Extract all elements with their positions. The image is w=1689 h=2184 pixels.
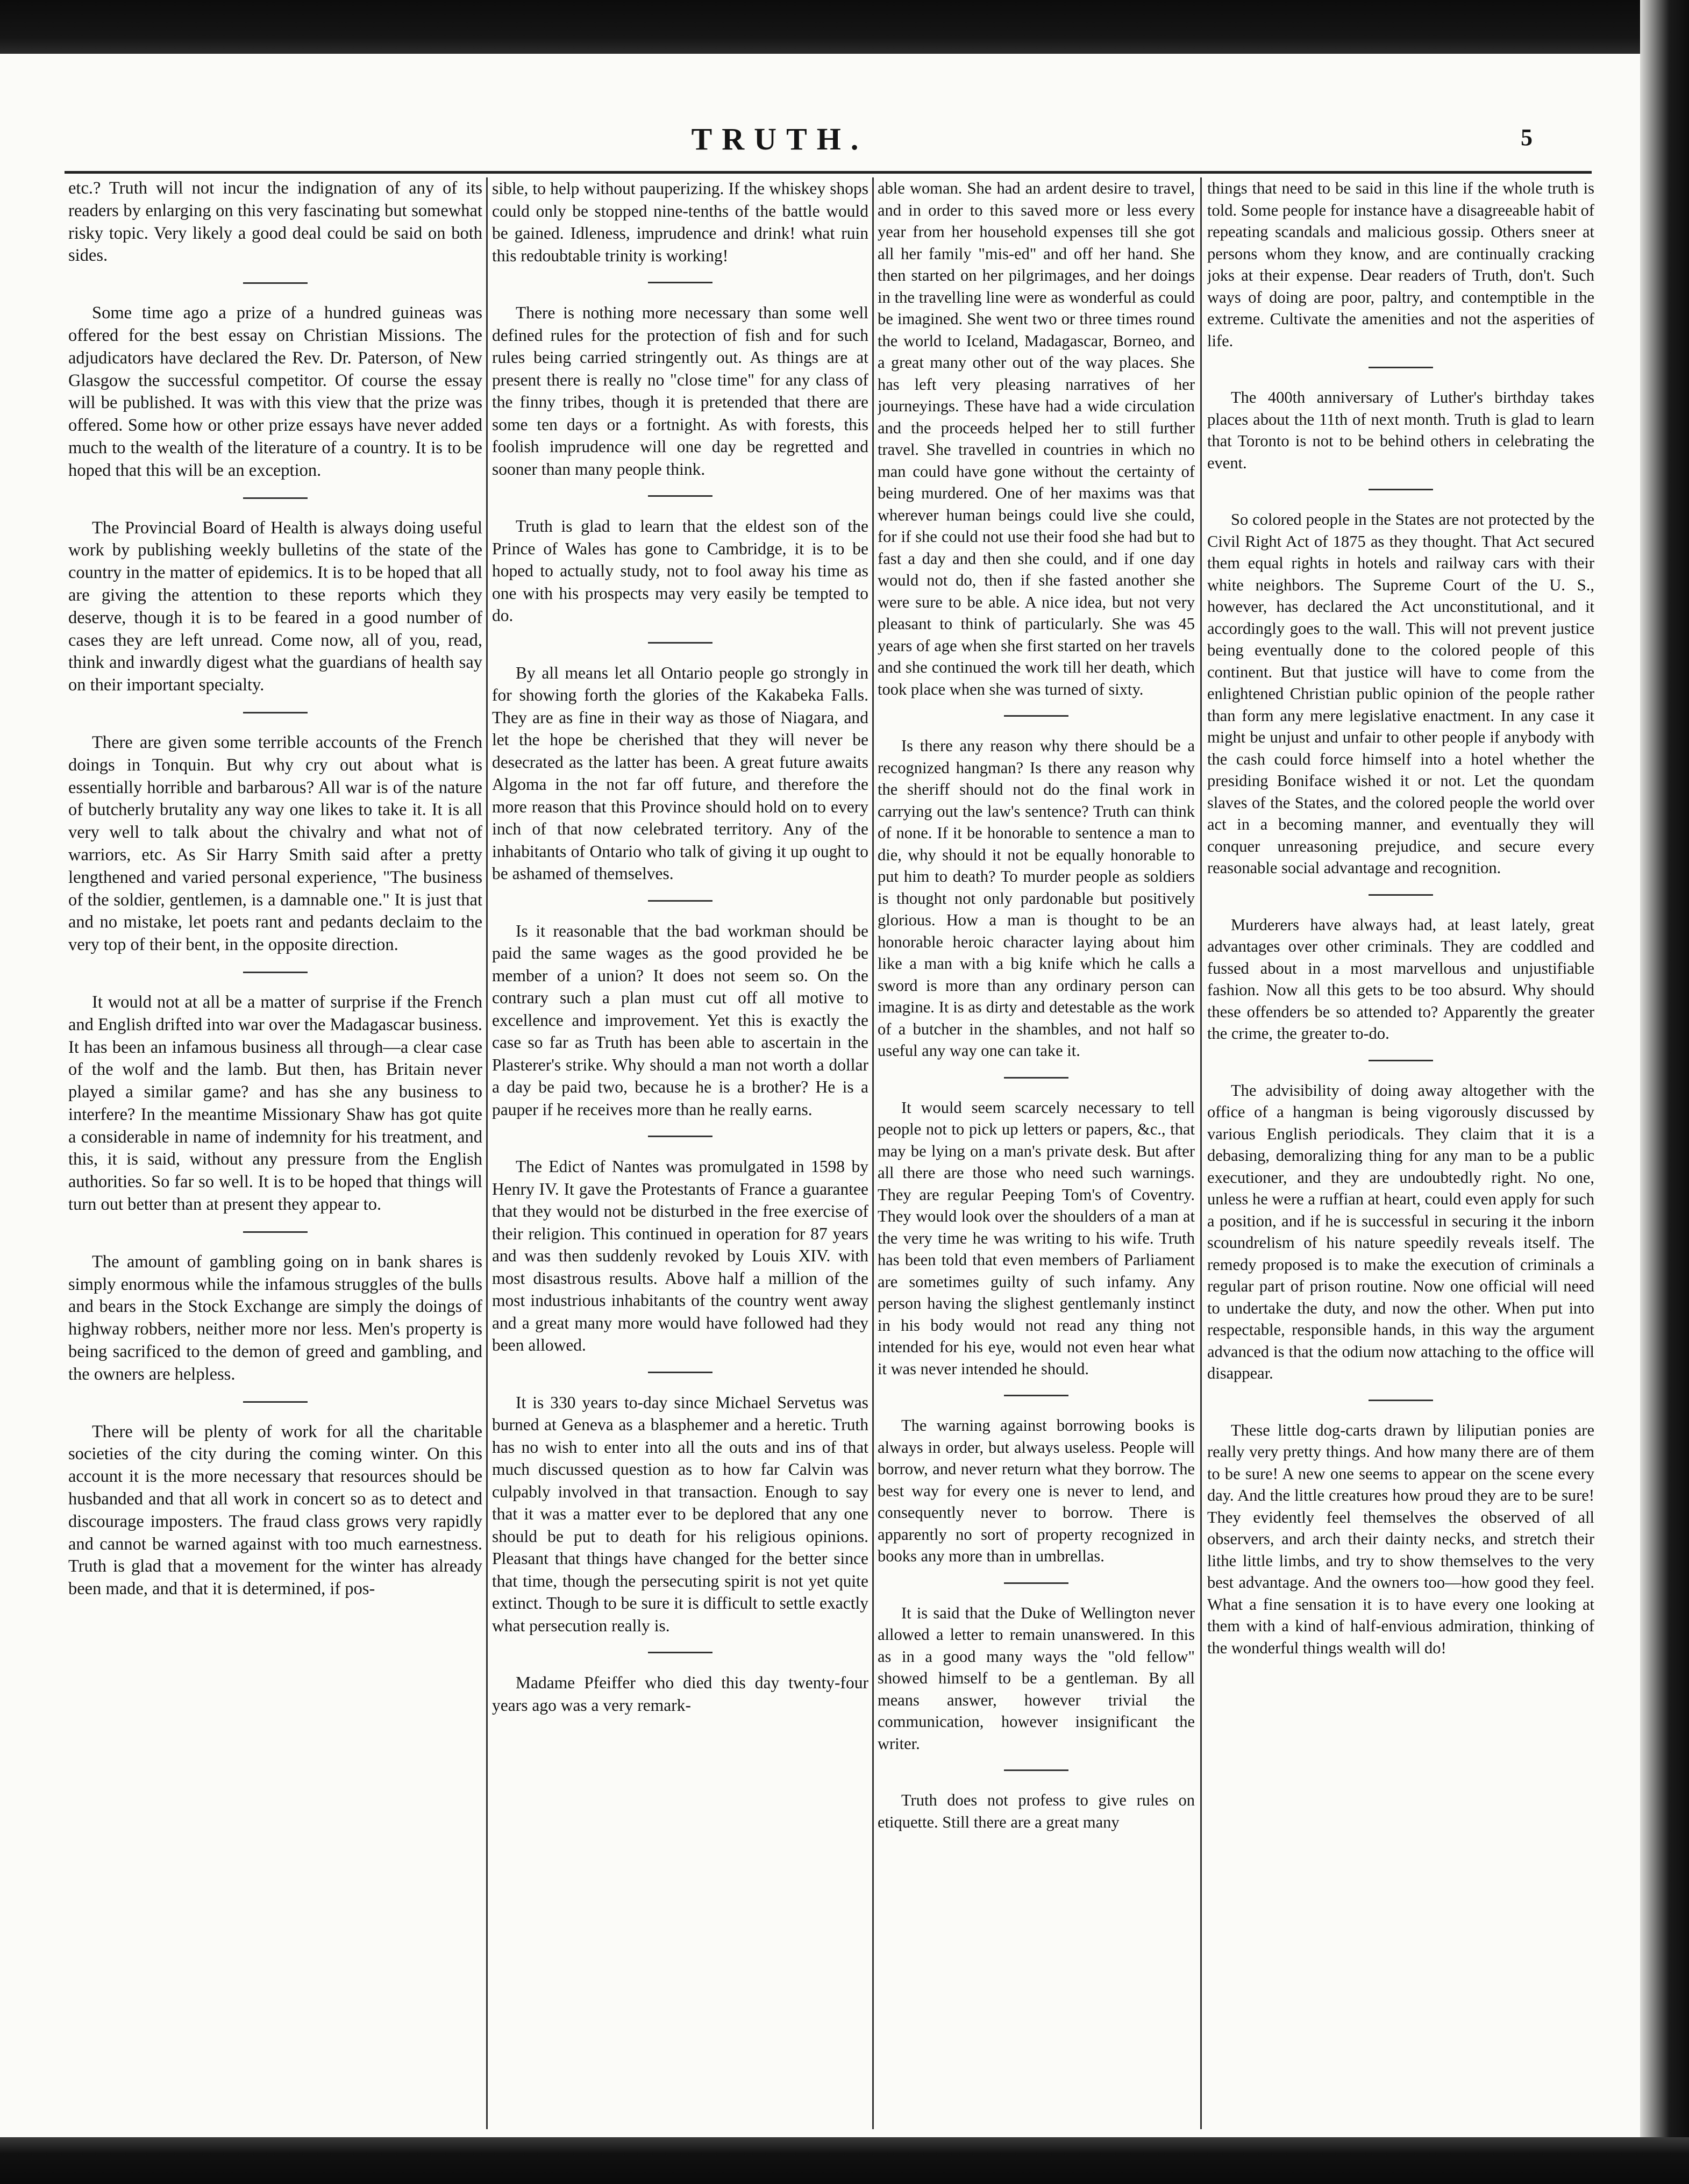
paragraph: These little dog-carts drawn by liliputian ponies are really very pretty things. And how many there are of them to be sure! A new one seems to appear on the scene every day. And the little creatures how proud they are to be sure! They evidently feel themselves the observed of all observers, and arch their dainty necks, and stretch their lithe little limbs, and try to show themselves to the very best advantage. And the owners too—how good they feel. What a fine sensation it is to have every one looking at them with a kind of half-envious admiration, thinking of the wonderful things wealth will do! [1207, 1421, 1594, 1657]
paragraph: It would not at all be a matter of surprise if the French and English drifted into war over the Madagascar business. It has been an infamous business all through—a clear case of the wolf and the lamb. But then, has Britain never played a similar game? and has she any business to interfere? In the meantime Missionary Shaw has got quite a considerable in name of indemnity for his treatment, and this, it is said, without any pressure from the English authorities. So far so well. It is to be hoped that things will turn out better than at present they appear to. [68, 992, 482, 1215]
column-divider [1200, 177, 1202, 2129]
separator-rule [243, 282, 308, 284]
scan-right-border [1640, 0, 1689, 2184]
paragraph: Truth does not profess to give rules on etiquette. Still there are a great many [878, 1791, 1195, 1831]
separator-rule [1369, 1060, 1433, 1061]
separator-rule [648, 1136, 712, 1137]
paragraph: Some time ago a prize of a hundred guineas was offered for the best essay on Christian Missions. The adjudicators have declared the Rev. Dr. Paterson, of New Glasgow the successful competitor. Of course the essay will be published. It was with this view that the prize was offered. Some how or other prize essays have never added much to the wealth of the literature of a country. It is to be hoped that this will be an exception. [68, 303, 482, 480]
paragraph: There is nothing more necessary than some well defined rules for the protection of fish and for such rules being carried stringently out. As things are at present there is really no "close time" for any class of the finny tribes, though it is pretended that there are some ten days or a fortnight. As with forests, this foolish imprudence will one day be regretted and sooner than many people think. [492, 303, 868, 479]
paragraph: It is 330 years to-day since Michael Servetus was burned at Geneva as a blasphemer and a heretic. Truth has no wish to enter into all the outs and ins of that much discussed question as to how far Calvin was culpably involved in that transaction. Enough to say that it was a matter ever to be deplored that any one should be put to death for his religious opinions. Pleasant that things have changed for the better since that time, though the persecuting spirit is not yet quite extinct. Though to be sure it is difficult to settle exactly what persecution really is. [492, 1393, 868, 1635]
separator-rule [648, 1372, 712, 1373]
scan-top-border [0, 0, 1689, 54]
column-2 [492, 177, 868, 2129]
separator-rule [1369, 367, 1433, 368]
paragraph: Truth is glad to learn that the eldest son of the Prince of Wales has gone to Cambridge, it is to be hoped to actually study, not to fool away his time as one with his prospects may very easily be tempted to do. [492, 517, 868, 625]
separator-rule [648, 282, 712, 283]
separator-rule [648, 642, 712, 644]
paragraph: By all means let all Ontario people go strongly in for showing forth the glories of the Kakabeka Falls. They are as fine in their way as those of Niagara, and let the hope be cherished that they will never be desecrated as the latter has been. A great future awaits Algoma in the not far off future, and therefore the more reason that this Province should hold on to every inch of that now celebrated territory. Any of the inhabitants of Ontario who talk of giving it up ought to be ashamed of themselves. [492, 663, 868, 883]
separator-rule [243, 1231, 308, 1233]
header-rule [65, 171, 1592, 174]
paragraph: etc.? Truth will not incur the indignation of any of its readers by enlarging on this very fascinating but somewhat risky topic. Very likely a good deal could be said on both sides. [68, 179, 482, 266]
separator-rule [1369, 894, 1433, 896]
paragraph: There will be plenty of work for all the charitable societies of the city during the coming winter. On this account it is the more necessary that resources should be husbanded and that all work in concert so as to detect and discourage imposters. The fraud class grows very rapidly and cannot be warned against with too much earnestness. Truth is glad that a movement for the winter has already been made, and that it is determined, if pos- [68, 1422, 482, 1599]
paragraph: Is there any reason why there should be a recognized hangman? Is there any reason why the sheriff should not do the final work in carrying out the law's sentence? Truth can think of none. If it be honorable to sentence a man to die, why should it not be equally honorable to put him to death? To murder people as soldiers is thought not only pardonable but positively glorious. How a man is thought to be an honorable heroic character laying about him like a man with a big knife which he calls a sword is more than any ordinary person can imagine. It is as dirty and detestable as the work of a butcher in the shambles, and not half so useful any way one can take it. [878, 737, 1195, 1060]
separator-rule [1004, 1077, 1068, 1079]
masthead-title: TRUTH. [691, 122, 868, 156]
paragraph: The advisibility of doing away altogether with the office of a hangman is being vigorously discussed by various English periodicals. They claim that it is a debasing, demoralizing thing for any man to be a public executioner, and they are undoubtedly right. No one, unless he were a ruffian at heart, could even apply for such a position, and if he is successful in securing it the inborn scoundrelism of his nature speedily reveals itself. The remedy proposed is to make the execution of criminals a regular part of prison routine. Now one official will need to undertake the duty, and now the other. When put into respectable, responsible hands, in this way the argument advanced is that the odium now attaching to the office will disappear. [1207, 1081, 1594, 1382]
paragraph: There are given some terrible accounts of the French doings in Tonquin. But why cry out about what is essentially horrible and barbarous? All war is of the nature of butcherly brutality any way one likes to take it. It is all very well to talk about the chivalry and what not of warriors, etc. As Sir Harry Smith said after a pretty lengthened and varied personal experience, "The business of the soldier, gentlemen, is a damnable one." It is just that and no mistake, let poets rant and pedants declaim to the very top of their bent, in the opposite direction. [68, 732, 482, 955]
scan-bottom-border [0, 2137, 1689, 2184]
column-divider [486, 177, 488, 2129]
column-divider [872, 177, 874, 2129]
paragraph: Is it reasonable that the bad workman should be paid the same wages as the good provided he be member of a union? It does not seem so. On the contrary such a plan must cut off all motive to excellence and improvement. Yet this is exactly the case so far as Truth has been able to ascertain in the Plasterer's strike. Why should a man not worth a dollar a day be paid two, because he is a brother? He is a pauper if he receives more than he really earns. [492, 921, 868, 1119]
paragraph: things that need to be said in this line if the whole truth is told. Some people for instance have a disagreeable habit of repeating scandals and malicious gossip. Others sneer at persons whom they know, and are continually cracking joks at their expense. Dear readers of Truth, don't. Such ways of doing are poor, paltry, and contemptible in the extreme. Cultivate the amenities and not the asperities of life. [1207, 179, 1594, 350]
separator-rule [243, 972, 308, 973]
separator-rule [243, 497, 308, 499]
separator-rule [648, 1652, 712, 1653]
separator-rule [648, 495, 712, 497]
separator-rule [1369, 489, 1433, 490]
separator-rule [1004, 1769, 1068, 1771]
separator-rule [1004, 1395, 1068, 1396]
paragraph: Murderers have always had, at least lately, great advantages over other criminals. They are coddled and fussed about in a most marvellous and unjustifiable fashion. Now all this gets to be too absurd. Why should these offenders be so attended to? Apparently the greater the crime, the greater to-do. [1207, 915, 1594, 1043]
paragraph: The 400th anniversary of Luther's birthday takes places about the 11th of next month. Truth is glad to learn that Toronto is not to be behind others in celebrating the event. [1207, 388, 1594, 472]
paragraph: So colored people in the States are not protected by the Civil Right Act of 1875 as they thought. That Act secured them equal rights in hotels and railway cars with their white neighbors. The Supreme Court of the U. S., however, has declared the Act unconstitutional, and it accordingly goes to the wall. This will not prevent justice being eventually done to the colored people of this continent. But that justice will have to come from the enlightened Christian public opinion of the people rather than form any mere legislative enactment. In any case it might be unjust and unfair to other people if anybody with the cash could force himself into a hotel whether the presiding Boniface wished it or not. Let the quondam slaves of the States, and the colored people the world over act in a becoming manner, and eventually they will conquer unreasoning prejudice, and secure every reasonable social advantage and recognition. [1207, 510, 1594, 877]
column-4 [1207, 177, 1594, 2129]
separator-rule [243, 1401, 308, 1403]
separator-rule [243, 712, 308, 713]
separator-rule [648, 900, 712, 902]
paragraph: It is said that the Duke of Wellington never allowed a letter to remain unanswered. In this as in a good many ways the "old fellow" showed himself to be a gentleman. By all means answer, however trivial the communication, however insignificant the writer. [878, 1603, 1195, 1753]
page-number: 5 [1521, 124, 1533, 151]
separator-rule [1004, 715, 1068, 717]
column-1 [68, 177, 482, 2129]
paragraph: able woman. She had an ardent desire to travel, and in order to this saved more or less every year from her household expenses till she got all her family "mis-ed" and off her hand. She then started on her pilgrimages, and her doings in the travelling line were as wonderful as could be imagined. She went two or three times round the world to Iceland, Madagascar, Borneo, and a great many other out of the way places. She has left very pleasing narratives of her journeyings. These have had a wide circulation and the proceeds helped her to still further travel. She travelled in countries in which no man could have gone without the certainty of being murdered. One of her maxims was that wherever human beings could live she could, for if she could not use their food she had but to fast a day and then she could, and if one day would not do, then if she fasted another she were sure to be able. A nice idea, but not very pleasant to think of particularly. She was 45 years of age when she first started on her travels and she continued the work till her death, which took place when she was turned of sixty. [878, 179, 1195, 698]
paragraph: The amount of gambling going on in bank shares is simply enormous while the infamous struggles of the bulls and bears in the Stock Exchange are simply the doings of highway robbers, neither more nor less. Men's property is being sacrificed to the demon of greed and gambling, and the owners are helpless. [68, 1252, 482, 1384]
paragraph: sible, to help without pauperizing. If the whiskey shops could only be stopped nine-tenths of the battle would be gained. Idleness, imprudence and drink! what ruin this redoubtable trinity is working! [492, 179, 868, 265]
paragraph: The Provincial Board of Health is always doing useful work by publishing weekly bulletins of the state of the country in the matter of epidemics. It is to be hoped that all are giving the attention to these reports which they deserve, though it is to be feared in a good number of cases they are left unread. Come now, all of you, read, think and inwardly digest what the guardians of health say on their important specialty. [68, 518, 482, 695]
paragraph: The Edict of Nantes was promulgated in 1598 by Henry IV. It gave the Protestants of France a guarantee that they would not be disturbed in the free exercise of their religion. This continued in operation for 87 years and was then suddenly revoked by Louis XIV. with most disastrous results. Above half a million of the most industrious inhabitants of the country went away and a great many more would have followed had they been allowed. [492, 1157, 868, 1354]
separator-rule [1004, 1582, 1068, 1584]
column-3 [878, 177, 1195, 2129]
separator-rule [1369, 1400, 1433, 1401]
paragraph: It would seem scarcely necessary to tell people not to pick up letters or papers, &c., that may be lying on a man's private desk. But after all there are those who need such warnings. They are regular Peeping Tom's of Coventry. They would look over the shoulders of a man at the very time he was writing to his wife. Truth has been told that even members of Parliament are sometimes guilty of such infamy. Any person having the slighest gentlemanly instinct in his body would not read any thing not intended for his eye, would not even hear what it was never intended he should. [878, 1098, 1195, 1378]
paragraph: Madame Pfeiffer who died this day twenty-four years ago was a very remark- [492, 1673, 868, 1715]
paragraph: The warning against borrowing books is always in order, but always useless. People will borrow, and never return what they borrow. The best way for every one is never to lend, and consequently never to borrow. There is apparently no sort of property recognized in books any more than in umbrellas. [878, 1416, 1195, 1565]
